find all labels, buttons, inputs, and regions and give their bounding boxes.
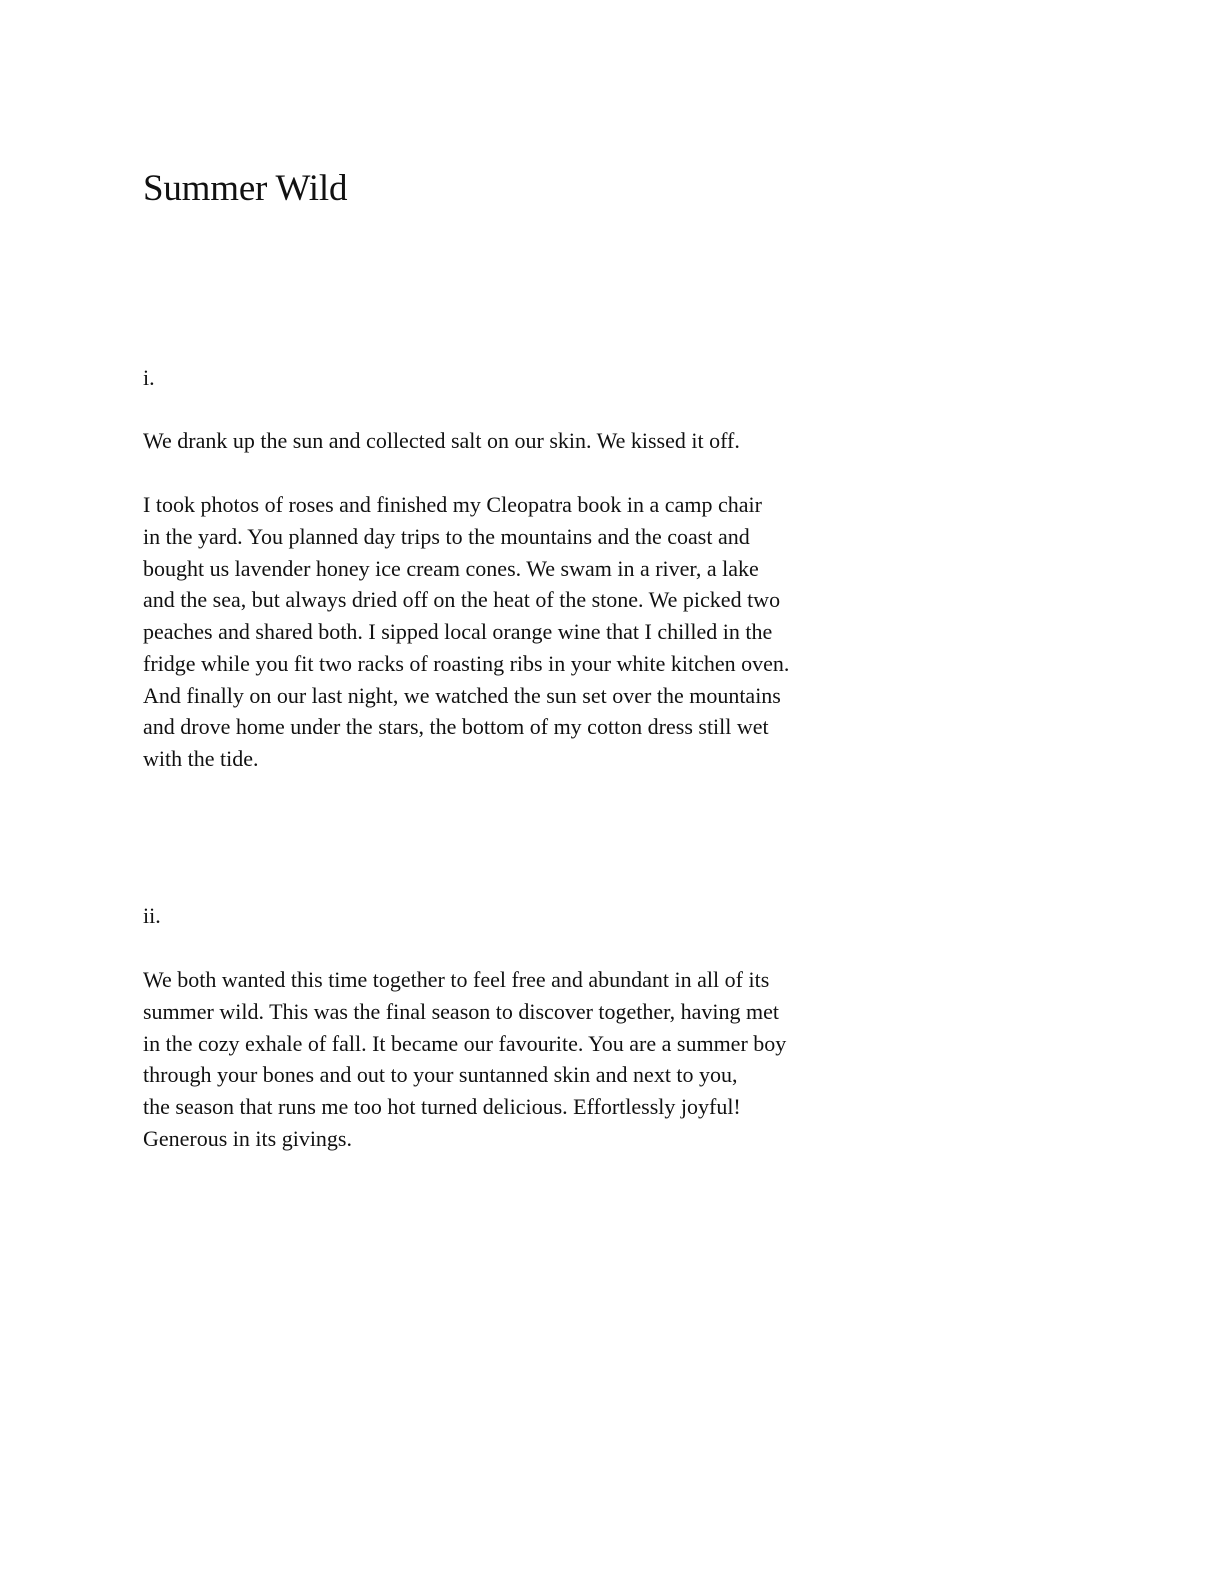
paragraph-line: through your bones and out to your suntanned skin and next to you, <box>143 1062 738 1088</box>
paragraph-line: with the tide. <box>143 746 259 771</box>
paragraph-line: fridge while you fit two racks of roasting ribs in your white kitchen oven. <box>143 650 790 676</box>
paragraph <box>143 964 786 1155</box>
paragraph-line: peaches and shared both. I sipped local orange wine that I chilled in the <box>143 619 773 644</box>
paragraph-line: the season that runs me too hot turned delicious. Effortlessly joyful! <box>143 1094 741 1119</box>
section-number: ii. <box>143 903 161 928</box>
paragraph-line: and drove home under the stars, the bottom of my cotton dress still wet <box>143 714 769 740</box>
section-number: i. <box>143 365 155 390</box>
paragraph-line: summer wild. This was the final season to discover together, having met <box>143 998 779 1024</box>
poem-title: Summer Wild <box>143 168 348 209</box>
paragraph-line: We both wanted this time together to feel free and abundant in all of its <box>143 967 770 992</box>
paragraph-line: in the yard. You planned day trips to the mountains and the coast and <box>143 523 750 549</box>
paragraph-line: We drank up the sun and collected salt on our skin. We kissed it off. <box>143 428 740 453</box>
paragraph-line: in the cozy exhale of fall. It became our favourite. You are a summer boy <box>143 1030 787 1056</box>
paragraph-line: I took photos of roses and finished my Cleopatra book in a camp chair <box>143 492 762 517</box>
paragraph-line: And finally on our last night, we watched the sun set over the mountains <box>143 682 781 708</box>
paragraph-line: Generous in its givings. <box>143 1125 352 1151</box>
paragraph-line: bought us lavender honey ice cream cones. We swam in a river, a lake <box>143 555 759 581</box>
paragraph <box>143 489 789 775</box>
paragraph <box>143 425 740 457</box>
paragraph-line: and the sea, but always dried off on the heat of the stone. We picked two <box>143 587 781 613</box>
